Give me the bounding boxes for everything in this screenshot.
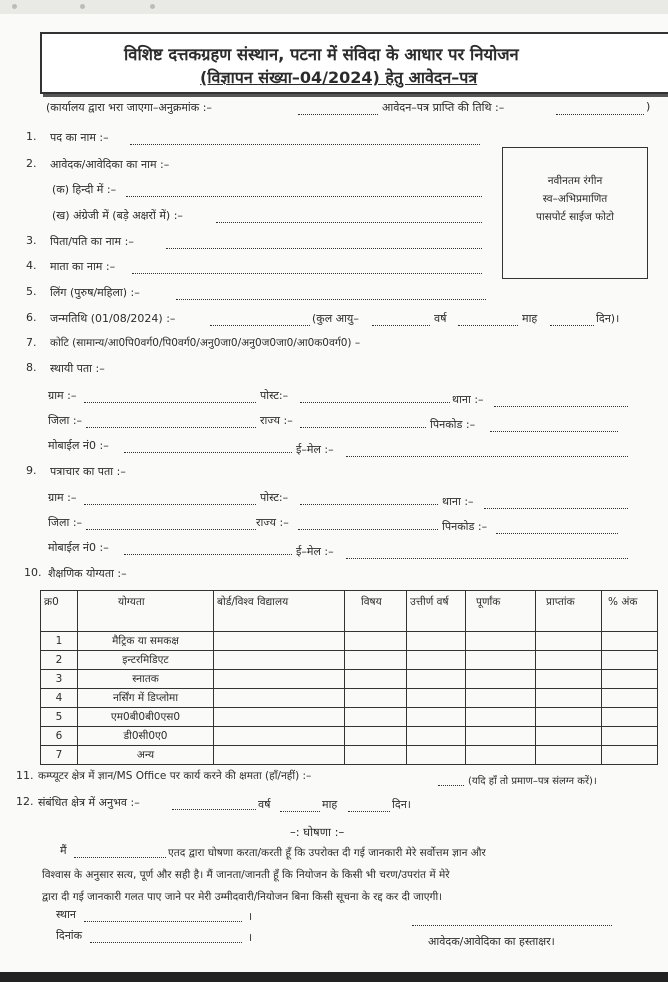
- table-cell-input[interactable]: [345, 746, 407, 765]
- declaration-line3: द्वारा दी गई जानकारी गलत पाए जाने पर मेरी उम्मीदवारी/नियोजन बिना किसी सूचना के रद्द कर दी जाएगी।: [42, 891, 443, 903]
- email-input-line[interactable]: [346, 456, 628, 457]
- table-cell-input[interactable]: [214, 727, 345, 746]
- item-number: 10.: [24, 566, 42, 579]
- pincode-input-line[interactable]: [490, 431, 618, 432]
- table-cell-input[interactable]: [345, 727, 407, 746]
- state-label-2: राज्य :–: [256, 516, 289, 529]
- date-input-line[interactable]: [90, 942, 242, 943]
- english-name-label: (ख) अंग्रेजी में (बड़े अक्षरों में) :–: [52, 209, 183, 222]
- table-cell-input[interactable]: [536, 708, 602, 727]
- experience-days-input-line[interactable]: [348, 811, 390, 812]
- signature-label: आवेदक/आवेदिका का हस्ताक्षर।: [428, 935, 555, 948]
- district-label: जिला :–: [48, 414, 83, 427]
- age-years-input-line[interactable]: [372, 325, 430, 326]
- district-input-line-2[interactable]: [86, 529, 256, 530]
- place-label: स्थान: [56, 908, 77, 921]
- table-cell-input[interactable]: [466, 670, 536, 689]
- table-header-cell: क्र0: [41, 591, 78, 632]
- table-cell-input[interactable]: [466, 689, 536, 708]
- postoffice-input-line[interactable]: [300, 402, 450, 403]
- item-number: 7.: [26, 336, 37, 349]
- gender-input-line[interactable]: [176, 299, 486, 300]
- village-label: ग्राम :–: [48, 389, 77, 402]
- photo-box[interactable]: [502, 147, 648, 279]
- item-number: 6.: [26, 311, 37, 324]
- post-name-input-line[interactable]: [130, 144, 480, 145]
- form-title-line1: विशिष्ट दत्तकग्रहण संस्थान, पटना में संविदा के आधार पर नियोजन: [124, 45, 519, 64]
- computer-skill-label: कम्प्यूटर क्षेत्र में ज्ञान/MS Office पर कार्य करने की क्षमता (हाँ/नहीं) :–: [38, 770, 312, 782]
- table-cell-serial: 4: [41, 689, 78, 708]
- email-input-line-2[interactable]: [346, 558, 628, 559]
- pincode-label: पिनकोड :–: [430, 418, 476, 431]
- date-label: दिनांक: [56, 929, 83, 942]
- date-end-mark: ।: [248, 931, 253, 944]
- table-cell-input[interactable]: [345, 670, 407, 689]
- photo-line1: नवीनतम रंगीन: [547, 175, 603, 187]
- experience-label: संबंधित क्षेत्र में अनुभव :–: [38, 796, 140, 809]
- thana-input-line[interactable]: [494, 406, 628, 407]
- thana-label-2: थाना :–: [442, 495, 474, 508]
- age-days-input-line[interactable]: [550, 325, 594, 326]
- table-cell-qualification: इन्टरमिडिएट: [78, 651, 214, 670]
- table-cell-input[interactable]: [407, 689, 466, 708]
- hindi-name-input-line[interactable]: [126, 196, 482, 197]
- age-total-label: (कुल आयु–: [312, 312, 359, 325]
- table-cell-input[interactable]: [536, 689, 602, 708]
- declaration-i-label: मैं: [60, 844, 67, 857]
- mother-name-input-line[interactable]: [132, 273, 482, 274]
- item-number: 1.: [26, 130, 37, 143]
- table-row: [41, 651, 658, 670]
- table-row: [41, 708, 658, 727]
- table-row: [41, 727, 658, 746]
- dot-icon: [12, 4, 17, 9]
- email-label-2: ई–मेल :–: [296, 545, 334, 558]
- table-row: [41, 670, 658, 689]
- education-table: [40, 590, 658, 765]
- table-cell-input[interactable]: [602, 651, 658, 670]
- table-cell-input[interactable]: [466, 708, 536, 727]
- table-cell-input[interactable]: [407, 708, 466, 727]
- photo-line3: पासपोर्ट साईज फोटो: [535, 211, 615, 223]
- serial-input-line[interactable]: [298, 114, 378, 115]
- top-strip: [0, 0, 668, 14]
- table-cell-input[interactable]: [407, 651, 466, 670]
- table-cell-qualification: स्नातक: [78, 670, 214, 689]
- table-cell-input[interactable]: [345, 651, 407, 670]
- village-input-line-2[interactable]: [84, 504, 256, 505]
- table-cell-input[interactable]: [466, 727, 536, 746]
- photo-line2: स्व–अभिप्रमाणित: [542, 193, 608, 205]
- dot-icon: [80, 4, 85, 9]
- father-name-input-line[interactable]: [166, 248, 482, 249]
- table-cell-input[interactable]: [536, 632, 602, 651]
- title-box: [40, 32, 668, 94]
- table-cell-input[interactable]: [602, 670, 658, 689]
- postoffice-label: पोस्ट:–: [260, 389, 289, 402]
- applicant-name-label: आवेदक/आवेदिका का नाम :–: [50, 158, 170, 171]
- computer-skill-note: (यदि हाँ तो प्रमाण–पत्र संलग्न करें)।: [468, 776, 597, 787]
- table-cell-qualification: नर्सिंग में डिप्लोमा: [78, 689, 214, 708]
- mobile-label: मोबाईल नं0 :–: [48, 439, 109, 452]
- english-name-input-line[interactable]: [216, 222, 482, 223]
- hindi-name-label: (क) हिन्दी में :–: [52, 183, 117, 196]
- post-name-label: पद का नाम :–: [50, 131, 109, 144]
- receipt-date-label: आवेदन–पत्र प्राप्ति की तिथि :–: [382, 101, 505, 114]
- permanent-address-label: स्थायी पता :–: [50, 362, 105, 375]
- table-cell-serial: 1: [41, 632, 78, 651]
- table-cell-input[interactable]: [345, 708, 407, 727]
- mother-name-label: माता का नाम :–: [50, 260, 116, 273]
- district-input-line[interactable]: [86, 427, 256, 428]
- state-input-line[interactable]: [300, 427, 426, 428]
- experience-months-label: माह: [322, 798, 338, 811]
- table-row: [41, 689, 658, 708]
- item-number: 11.: [16, 769, 34, 782]
- table-cell-input[interactable]: [214, 689, 345, 708]
- table-header-cell: उत्तीर्ण वर्ष: [407, 591, 466, 632]
- table-cell-input[interactable]: [345, 632, 407, 651]
- experience-days-label: दिन।: [392, 798, 411, 811]
- mobile-label-2: मोबाईल नं0 :–: [48, 541, 109, 554]
- mobile-input-line[interactable]: [124, 452, 292, 453]
- mobile-input-line-2[interactable]: [124, 554, 292, 555]
- table-cell-serial: 7: [41, 746, 78, 765]
- table-cell-input[interactable]: [602, 689, 658, 708]
- table-header-cell: प्राप्तांक: [536, 591, 602, 632]
- table-header-cell: योग्यता: [78, 591, 214, 632]
- table-cell-input[interactable]: [407, 727, 466, 746]
- thana-label: थाना :–: [452, 393, 484, 406]
- bottom-strip: [0, 972, 668, 982]
- table-cell-input[interactable]: [214, 708, 345, 727]
- item-number: 2.: [26, 157, 37, 170]
- dob-input-line[interactable]: [210, 325, 310, 326]
- receipt-date-input-line[interactable]: [556, 114, 644, 115]
- table-header-cell: विषय: [345, 591, 407, 632]
- correspondence-address-label: पत्राचार का पता :–: [50, 465, 126, 478]
- item-number: 8.: [26, 361, 37, 374]
- table-cell-input[interactable]: [466, 746, 536, 765]
- email-label: ई–मेल :–: [296, 443, 334, 456]
- category-label: कोटि (सामान्य/आ0पि0वर्ग0/पि0वर्ग0/अनु0जा0/अनु0ज0जा0/आ0क0वर्ग0) –: [50, 337, 361, 349]
- age-months-label: माह: [522, 312, 538, 325]
- table-header-row: [41, 591, 658, 632]
- close-paren: ): [646, 100, 651, 113]
- place-input-line[interactable]: [84, 921, 242, 922]
- table-cell-input[interactable]: [407, 632, 466, 651]
- postoffice-input-line-2[interactable]: [300, 504, 438, 505]
- table-row: [41, 746, 658, 765]
- table-cell-input[interactable]: [536, 670, 602, 689]
- table-cell-input[interactable]: [466, 651, 536, 670]
- computer-skill-input-line[interactable]: [438, 785, 464, 786]
- age-months-input-line[interactable]: [458, 325, 518, 326]
- item-number: 3.: [26, 234, 37, 247]
- experience-months-input-line[interactable]: [280, 811, 320, 812]
- item-number: 9.: [26, 464, 37, 477]
- table-header-cell: बोर्ड/विश्व विद्यालय: [214, 591, 345, 632]
- table-cell-qualification: डी0सी0ए0: [78, 727, 214, 746]
- table-cell-input[interactable]: [214, 651, 345, 670]
- table-cell-input[interactable]: [407, 670, 466, 689]
- table-cell-input[interactable]: [602, 708, 658, 727]
- table-cell-serial: 2: [41, 651, 78, 670]
- table-cell-input[interactable]: [536, 727, 602, 746]
- age-years-label: वर्ष: [434, 312, 447, 325]
- district-label-2: जिला :–: [48, 516, 83, 529]
- signature-line[interactable]: [412, 925, 612, 926]
- table-cell-input[interactable]: [466, 632, 536, 651]
- table-cell-qualification: एम0बी0बी0एस0: [78, 708, 214, 727]
- table-cell-input[interactable]: [407, 746, 466, 765]
- table-header-cell: पूर्णांक: [466, 591, 536, 632]
- table-cell-serial: 6: [41, 727, 78, 746]
- table-header-cell: % अंक: [602, 591, 658, 632]
- office-serial-label: (कार्यालय द्वारा भरा जाएगा–अनुक्रमांक :–: [46, 101, 212, 114]
- table-cell-serial: 3: [41, 670, 78, 689]
- declaration-line2: विश्वास के अनुसार सत्य, पूर्ण और सही है। मैं जानता/जानती हूँ कि नियोजन के किसी भी चरण/उपरांत में मेरे: [42, 869, 450, 881]
- table-cell-input[interactable]: [602, 632, 658, 651]
- table-cell-serial: 5: [41, 708, 78, 727]
- father-name-label: पिता/पति का नाम :–: [50, 235, 134, 248]
- table-cell-input[interactable]: [602, 746, 658, 765]
- item-number: 5.: [26, 285, 37, 298]
- declarant-name-input-line[interactable]: [74, 857, 166, 858]
- table-cell-input[interactable]: [214, 632, 345, 651]
- gender-label: लिंग (पुरुष/महिला) :–: [50, 286, 140, 299]
- experience-years-input-line[interactable]: [172, 809, 256, 810]
- table-cell-input[interactable]: [214, 746, 345, 765]
- item-number: 4.: [26, 259, 37, 272]
- declaration-heading: –: घोषणा :–: [290, 825, 345, 839]
- table-cell-qualification: अन्य: [78, 746, 214, 765]
- pincode-input-line-2[interactable]: [496, 533, 618, 534]
- village-label-2: ग्राम :–: [48, 491, 77, 504]
- education-label: शैक्षणिक योग्यता :–: [48, 567, 127, 580]
- village-input-line[interactable]: [84, 402, 256, 403]
- place-end-mark: ।: [248, 910, 253, 923]
- table-cell-qualification: मैट्रिक या समकक्ष: [78, 632, 214, 651]
- table-cell-input[interactable]: [602, 727, 658, 746]
- age-days-label: दिन)।: [596, 312, 620, 325]
- dot-icon: [150, 4, 155, 9]
- postoffice-label-2: पोस्ट:–: [260, 491, 289, 504]
- thana-input-line-2[interactable]: [484, 508, 628, 509]
- experience-years-label: वर्ष: [258, 798, 271, 811]
- state-input-line-2[interactable]: [298, 529, 438, 530]
- table-cell-input[interactable]: [214, 670, 345, 689]
- table-cell-input[interactable]: [345, 689, 407, 708]
- declaration-line1: एतद द्वारा घोषणा करता/करती हूँ कि उपरोक्त दी गई जानकारी मेरे सर्वोत्तम ज्ञान और: [168, 847, 486, 859]
- dob-label: जन्मतिथि (01/08/2024) :–: [50, 312, 176, 325]
- pincode-label-2: पिनकोड :–: [442, 520, 488, 533]
- item-number: 12.: [16, 795, 34, 808]
- table-cell-input[interactable]: [536, 651, 602, 670]
- state-label: राज्य :–: [260, 414, 293, 427]
- form-title-line2: (विज्ञापन संख्या–04/2024) हेतु आवेदन–पत्र: [200, 68, 478, 87]
- table-row: [41, 632, 658, 651]
- table-cell-input[interactable]: [536, 746, 602, 765]
